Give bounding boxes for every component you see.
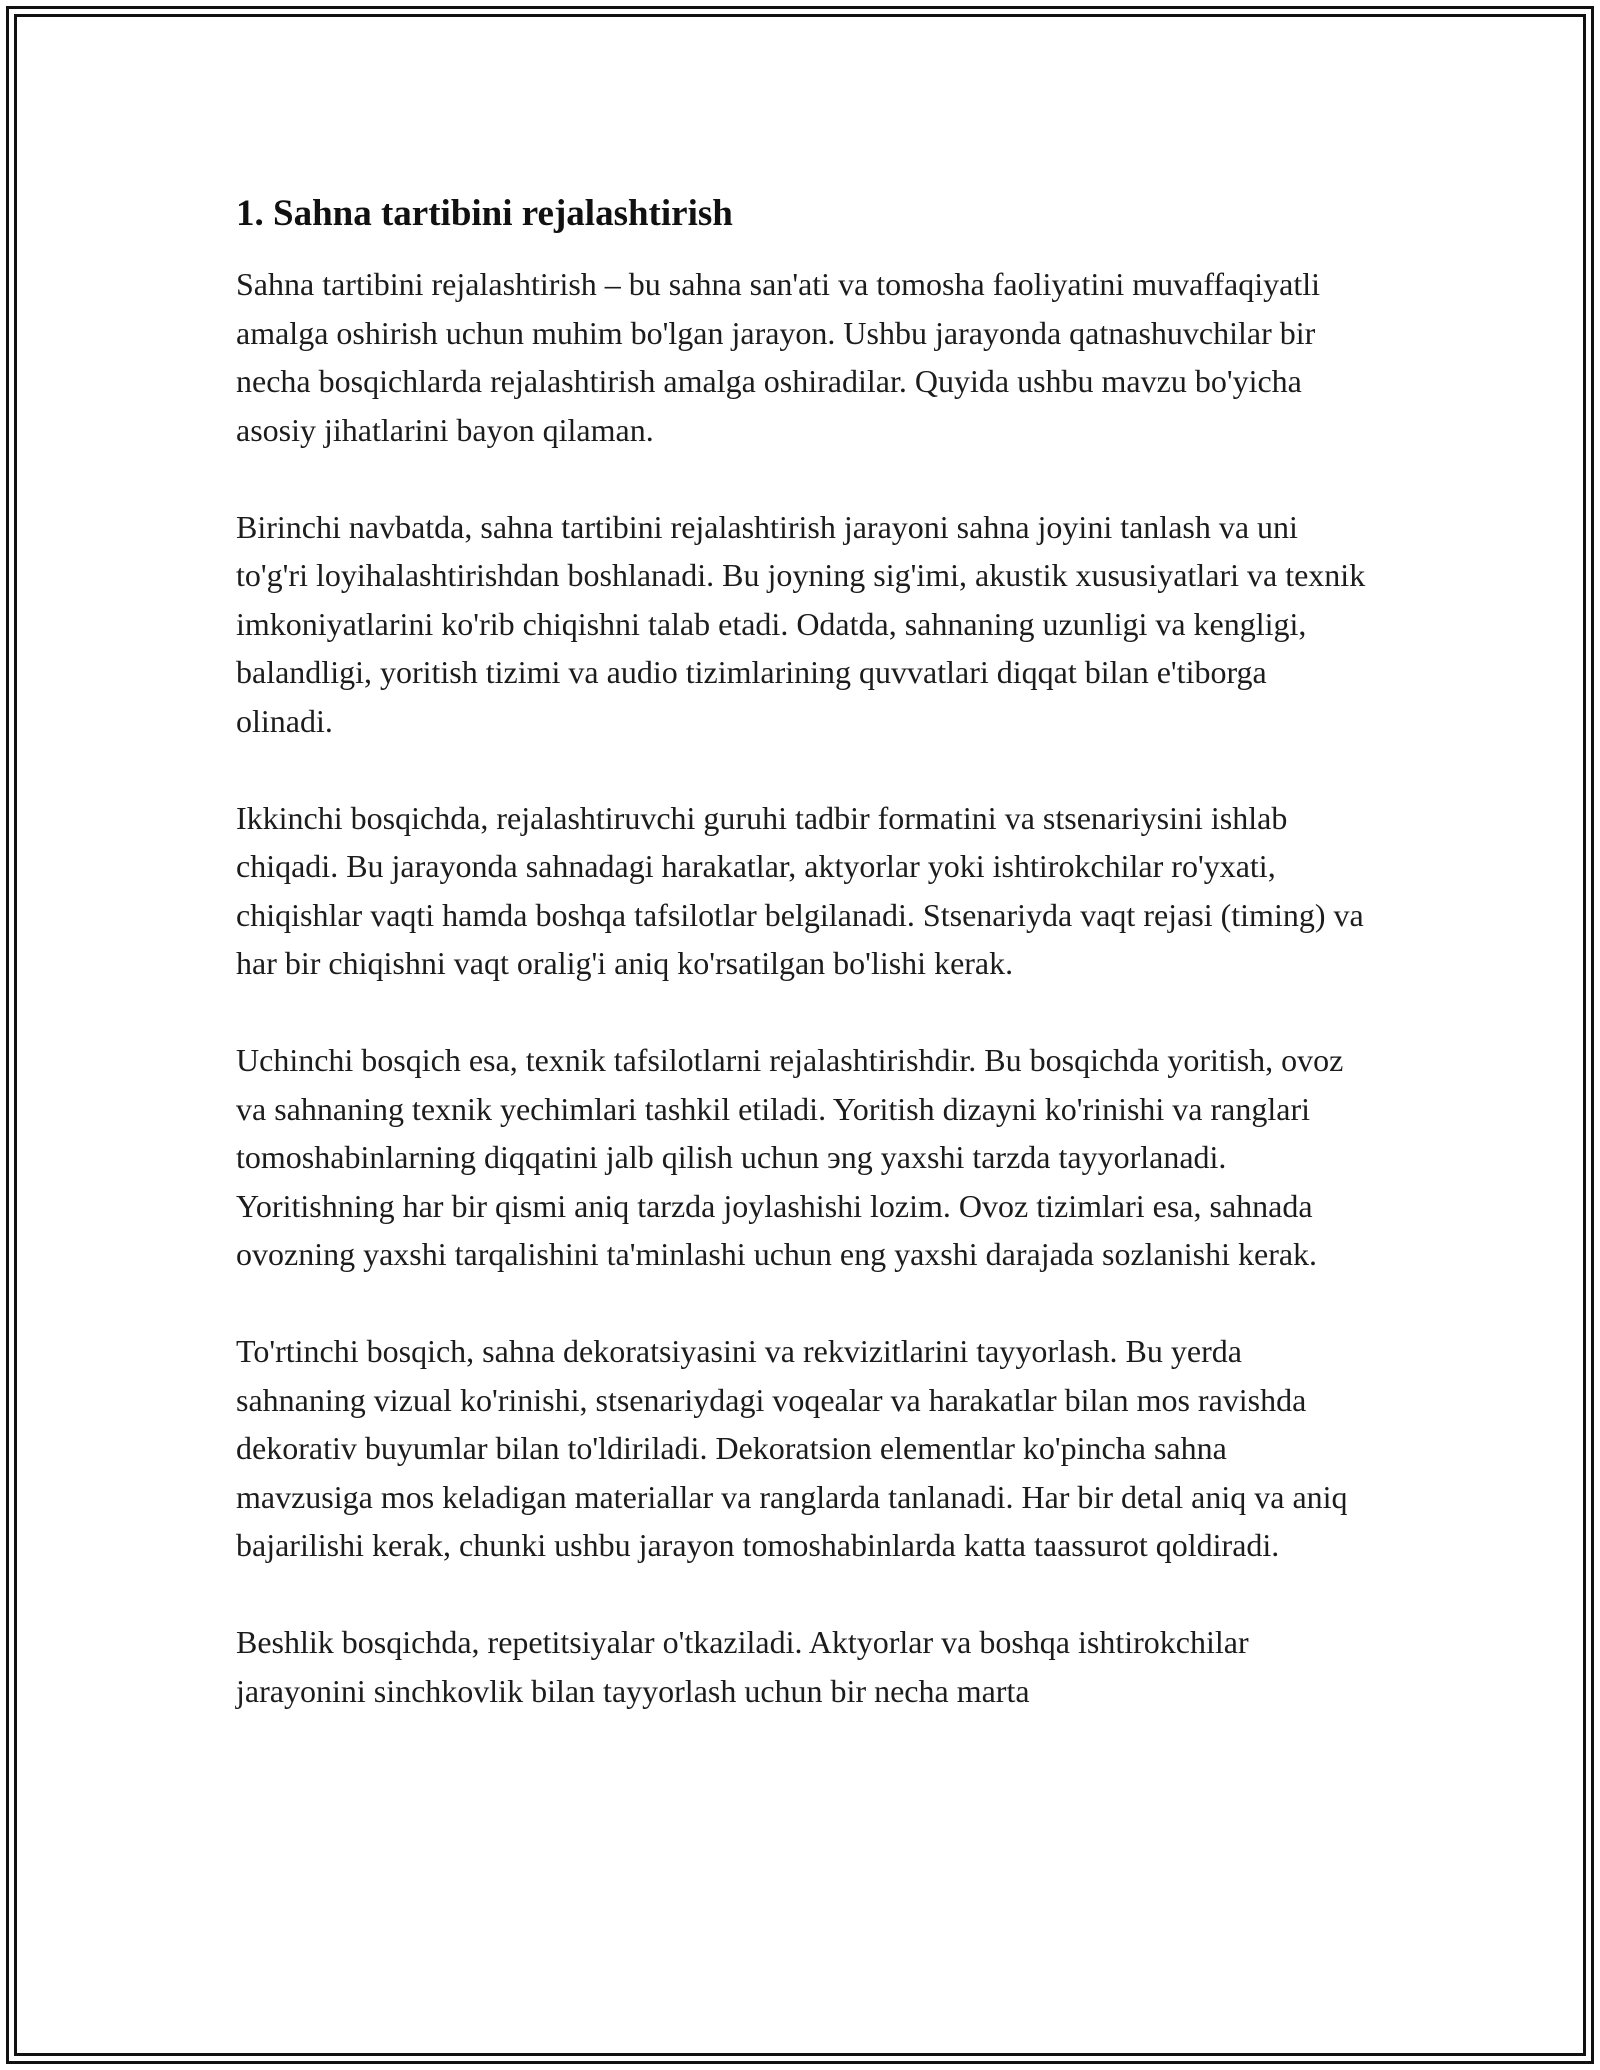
paragraph-first-stage: Birinchi navbatda, sahna tartibini rejalashtirish jarayoni sahna joyini tanlash va uni to'g'ri loyihalashtirishdan boshlanadi. Bu joyning sig'imi, akustik xususiyatlari va texnik imkoniyatlarini ko'rib chiqishni talab etadi. Odatda, sahnaning uzunligi va kengligi, balandligi, yoritish tizimi va audio tizimlarining quvvatlari diqqat bilan e'tiborga olinadi. <box>236 508 1366 739</box>
document-body <box>236 188 1366 1764</box>
paragraph-fifth-stage: Beshlik bosqichda, repetitsiyalar o'tkaziladi. Aktyorlar va boshqa ishtirokchilar jarayonini sinchkovlik bilan tayyorlash uchun bir necha marta <box>236 1624 1249 1709</box>
paragraph-third-stage: Uchinchi bosqich esa, texnik tafsilotlarni rejalashtirishdir. Bu bosqichda yoritish, ovoz va sahnaning texnik yechimlari tashkil etiladi. Yoritish dizayni ko'rinishi va ranglari tomoshabinlarning diqqatini jalb qilish uchun эng yaxshi tarzda tayyorlanadi. Yoritishning har bir qismi aniq tarzda joylashishi lozim. Ovoz tizimlari esa, sahnada ovozning yaxshi tarqalishini ta'minlashi uchun eng yaxshi darajada sozlanishi kerak. <box>236 1042 1344 1272</box>
paragraph-intro: Sahna tartibini rejalashtirish – bu sahna san'ati va tomosha faoliyatini muvaffaqiyatli amalga oshirish uchun muhim bo'lgan jarayon. Ushbu jarayonda qatnashuvchilar bir necha bosqichlarda rejalashtirish amalga oshiradilar. Quyida ushbu mavzu bo'yicha asosiy jihatlarini bayon qilaman. <box>236 266 1321 448</box>
paragraph-fourth-stage: To'rtinchi bosqich, sahna dekoratsiyasini va rekvizitlarini tayyorlash. Bu yerda sahnaning vizual ko'rinishi, stsenariydagi voqealar va harakatlar bilan mos ravishda dekorativ buyumlar bilan to'ldiriladi. Dekoratsion elementlar ko'pincha sahna mavzusiga mos keladigan materiallar va ranglarda tanlanadi. Har bir detal aniq va aniq bajarilishi kerak, chunki ushbu jarayon tomoshabinlarda katta taassurot qoldiradi. <box>236 1333 1348 1563</box>
section-heading: 1. Sahna tartibini rejalashtirish <box>236 193 733 234</box>
paragraph-second-stage: Ikkinchi bosqichda, rejalashtiruvchi guruhi tadbir formatini va stsenariysini ishlab chiqadi. Bu jarayonda sahnadagi harakatlar, aktyorlar yoki ishtirokchilar ro'yxati, chiqishlar vaqti hamda boshqa tafsilotlar belgilanadi. Stsenariyda vaqt rejasi (timing) va har bir chiqishni vaqt oralig'i aniq ko'rsatilgan bo'lishi kerak. <box>236 799 1364 981</box>
